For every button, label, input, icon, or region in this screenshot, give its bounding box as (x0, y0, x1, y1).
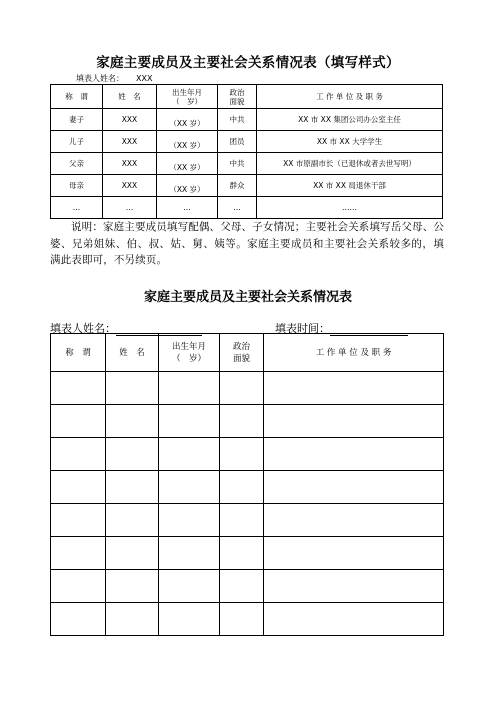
blank-cell[interactable] (106, 570, 159, 603)
blank-cell[interactable] (264, 372, 444, 405)
blank-cell[interactable] (159, 471, 220, 504)
cell-age (157, 109, 218, 131)
blank-cell[interactable] (220, 504, 264, 537)
blank-cell[interactable] (106, 537, 159, 570)
form-title: 家庭主要成员及主要社会关系情况表 (143, 290, 352, 305)
cell-name: XXX (103, 153, 157, 175)
blank-row (51, 471, 444, 504)
header-politics-line1: 政治 (232, 341, 250, 352)
header-birth-line2: （ 岁） (172, 96, 202, 106)
blank-cell[interactable] (51, 603, 106, 636)
blank-cell[interactable] (51, 372, 106, 405)
blank-cell[interactable] (220, 405, 264, 438)
blank-cell[interactable] (220, 372, 264, 405)
fill-date-label: 填表时间： (275, 322, 330, 335)
cell-relation: 母亲 (51, 175, 103, 197)
blank-cell[interactable] (159, 537, 220, 570)
blank-cell[interactable] (159, 372, 220, 405)
cell-work: XX 市 XX 局退休干部 (257, 175, 443, 197)
cell-age-text: （XX 岁） (169, 185, 205, 194)
cell-politics: 群众 (218, 175, 257, 197)
cell-age: … (157, 197, 218, 219)
blank-cell[interactable] (106, 603, 159, 636)
cell-relation: 妻子 (51, 109, 103, 131)
blank-row (51, 438, 444, 471)
blank-row (51, 405, 444, 438)
filler-name-label: 填表人姓名： (50, 322, 116, 335)
cell-relation: 父亲 (51, 153, 103, 175)
sample-header-row (51, 85, 443, 109)
header-relation: 称 谓 (51, 85, 103, 109)
form-header-row (51, 334, 444, 372)
cell-politics: 中共 (218, 109, 257, 131)
cell-age-text: （XX 岁） (169, 119, 205, 128)
blank-cell[interactable] (220, 603, 264, 636)
header-politics-line1: 政治 (229, 87, 245, 97)
blank-cell[interactable] (264, 570, 444, 603)
cell-age (157, 153, 218, 175)
header-birth-line1: 出生年月 (172, 87, 202, 97)
blank-cell[interactable] (220, 570, 264, 603)
blank-cell[interactable] (51, 570, 106, 603)
table-row (51, 109, 443, 131)
blank-row (51, 603, 444, 636)
cell-politics: 中共 (218, 153, 257, 175)
header-politics (220, 334, 264, 372)
sample-table-title: 家庭主要成员及主要社会关系情况表（填写样式） (96, 55, 400, 71)
blank-cell[interactable] (159, 603, 220, 636)
blank-cell[interactable] (264, 471, 444, 504)
blank-row (51, 537, 444, 570)
header-birth-line1: 出生年月 (171, 341, 206, 352)
table-row (51, 131, 443, 153)
header-politics-line2: 面貌 (232, 353, 250, 364)
header-name: 姓 名 (103, 85, 157, 109)
cell-work: XX 市 XX 大学学生 (257, 131, 443, 153)
cell-relation: 儿子 (51, 131, 103, 153)
blank-cell[interactable] (264, 504, 444, 537)
cell-relation: … (51, 197, 103, 219)
blank-cell[interactable] (264, 405, 444, 438)
blank-cell[interactable] (51, 537, 106, 570)
header-birth (159, 334, 220, 372)
cell-age (157, 131, 218, 153)
blank-cell[interactable] (220, 471, 264, 504)
blank-cell[interactable] (220, 537, 264, 570)
blank-cell[interactable] (264, 537, 444, 570)
blank-cell[interactable] (264, 603, 444, 636)
cell-politics: 团员 (218, 131, 257, 153)
cell-age-text: （XX 岁） (169, 163, 205, 172)
header-politics-line2: 面貌 (229, 96, 245, 106)
blank-cell[interactable] (51, 438, 106, 471)
cell-name: XXX (103, 109, 157, 131)
table-row (51, 153, 443, 175)
cell-name: XXX (103, 175, 157, 197)
header-birth-line2: （ 岁） (171, 353, 206, 364)
blank-cell[interactable] (106, 504, 159, 537)
blank-cell[interactable] (159, 570, 220, 603)
blank-cell[interactable] (106, 405, 159, 438)
blank-cell[interactable] (106, 471, 159, 504)
header-work: 工 作 单 位 及 职 务 (264, 334, 444, 372)
blank-cell[interactable] (51, 471, 106, 504)
cell-name: … (103, 197, 157, 219)
header-relation: 称 谓 (51, 334, 106, 372)
table-row (51, 175, 443, 197)
blank-cell[interactable] (106, 372, 159, 405)
blank-form-table (50, 333, 444, 636)
blank-cell[interactable] (51, 405, 106, 438)
blank-cell[interactable] (159, 504, 220, 537)
blank-cell[interactable] (159, 438, 220, 471)
blank-cell[interactable] (159, 405, 220, 438)
cell-work: XX 市 XX 集团公司办公室主任 (257, 109, 443, 131)
blank-row (51, 372, 444, 405)
header-work: 工 作 单 位 及 职 务 (257, 85, 443, 109)
cell-work: …… (257, 197, 443, 219)
cell-name: XXX (103, 131, 157, 153)
sample-table (50, 84, 443, 219)
sample-filler-line (76, 73, 152, 84)
blank-cell[interactable] (106, 438, 159, 471)
blank-row (51, 504, 444, 537)
blank-cell[interactable] (51, 504, 106, 537)
sample-filler-value: XXX (136, 74, 153, 83)
instruction-note: 说明：家庭主要成员填写配偶、父母、子女情况；主要社会关系填写岳父母、公婆、兄弟姐妹、伯、叔、姑、舅、姨等。家庭主要成员和主要社会关系较多的，填满此表即可，不另续页。 (50, 221, 444, 266)
sample-filler-label: 填表人姓名： (76, 74, 124, 83)
header-politics (218, 85, 257, 109)
cell-age (157, 175, 218, 197)
blank-row (51, 570, 444, 603)
table-row (51, 197, 443, 219)
cell-work: XX 市原副市长（已退休或者去世写明） (257, 153, 443, 175)
header-name: 姓 名 (106, 334, 159, 372)
blank-cell[interactable] (220, 438, 264, 471)
cell-politics: … (218, 197, 257, 219)
cell-age-text: （XX 岁） (169, 141, 205, 150)
header-birth (157, 85, 218, 109)
blank-cell[interactable] (264, 438, 444, 471)
